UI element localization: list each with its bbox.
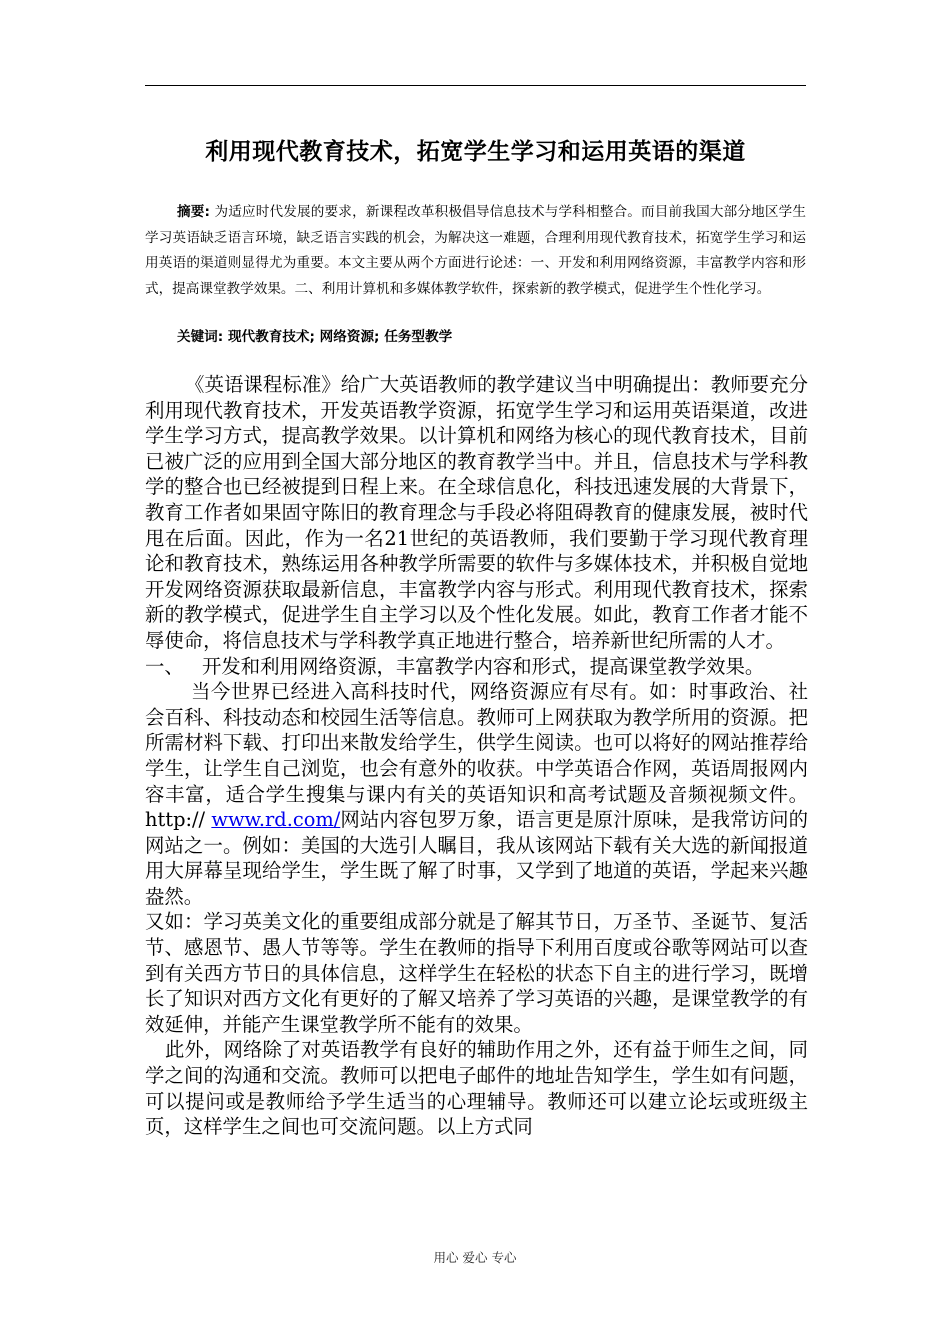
- intro-paragraph: 《英语课程标准》给广大英语教师的教学建议当中明确提出：教师要充分利用现代教育技术，开发英语教学资源，拓宽学生学习和运用英语渠道，改进学生学习方式，提高教学效果。以计算机和网络为核心的现代教育技术，目前已被广泛的应用到全国大部分地区的教育教学当中。并且，信息技术与学科教学的整合也已经被提到日程上来。在全球信息化，科技迅速发展的大背景下，教育工作者如果固守陈旧的教育理念与手段必将阻碍教育的健康发展，被时代甩在后面。因此，作为一名21世纪的英语教师，我们要勤于学习现代教育理论和教育技术，熟练运用各种教学所需要的软件与多媒体技术，并积极自觉地开发网络资源获取最新信息，丰富教学内容与形式。利用现代教育技术，探索新的教学模式，促进学生自主学习以及个性化发展。如此，教育工作者才能不辱使命，将信息技术与学科教学真正地进行整合，培养新世纪所需的人才。: [145, 373, 808, 652]
- paragraph-text-cont: 网站内容包罗万象，语言更是原汁原味，是我常访问的网站之一。例如：美国的大选引人瞩目，我从该网站下载有关大选的新闻报道用大屏幕呈现给学生，学生既了解了时事，又学到了地道的英语，学起来兴趣盎然。: [145, 808, 809, 908]
- section-heading: [145, 654, 808, 680]
- header-rule: [145, 85, 806, 86]
- page-title: 利用现代教育技术，拓宽学生学习和运用英语的渠道: [205, 139, 746, 165]
- paragraph-network-resources: [145, 679, 808, 909]
- abstract: [145, 200, 806, 302]
- paragraph-text: 当今世界已经进入高科技时代，网络资源应有尽有。如：时事政治、社会百科、科技动态和校园生活等信息。教师可上网获取为教学所用的资源。把所需材料下载、打印出来散发给学生，供学生阅读。也可以将好的网站推荐给学生，让学生自己浏览，也会有意外的收获。中学英语合作网，英语周报网内容丰富，适合学生搜集与课内有关的英语知识和高考试题及音频视频文件。http://: [145, 680, 808, 832]
- website-link[interactable]: www.rd.com/: [211, 808, 341, 832]
- abstract-label: 摘要:: [177, 204, 210, 220]
- page-footer: 用心 爱心 专心: [433, 1250, 517, 1265]
- paragraph-communication: 此外，网络除了对英语教学有良好的辅助作用之外，还有益于师生之间，同学之间的沟通和交流。教师可以把电子邮件的地址告知学生，学生如有问题，可以提问或是教师给予学生适当的心理辅导。教师还可以建立论坛或班级主页，这样学生之间也可交流问题。以上方式同: [145, 1038, 808, 1139]
- paragraph-festivals: 又如：学习英美文化的重要组成部分就是了解其节日，万圣节、圣诞节、复活节、感恩节、愚人节等等。学生在教师的指导下利用百度或谷歌等网站可以查到有关西方节日的具体信息，这样学生在轻松的状态下自主的进行学习，既增长了知识对西方文化有更好的了解又培养了学习英语的兴趣，是课堂教学的有效延伸，并能产生课堂教学所不能有的效果。: [145, 910, 808, 1036]
- abstract-text: 为适应时代发展的要求，新课程改革积极倡导信息技术与学科相整合。而目前我国大部分地区学生学习英语缺乏语言环境，缺乏语言实践的机会，为解决这一难题，合理利用现代教育技术，拓宽学生学习和运用英语的渠道则显得尤为重要。本文主要从两个方面进行论述：一、开发和利用网络资源，丰富教学内容和形式，提高课堂教学效果。二、利用计算机和多媒体教学软件，探索新的教学模式，促进学生个性化学习。: [145, 204, 806, 297]
- body-text: [145, 372, 808, 1140]
- keywords: 关键词: 现代教育技术; 网络资源; 任务型教学: [177, 329, 453, 345]
- section-number: 一、: [145, 654, 184, 678]
- section-title: 开发和利用网络资源，丰富教学内容和形式，提高课堂教学效果。: [202, 654, 765, 678]
